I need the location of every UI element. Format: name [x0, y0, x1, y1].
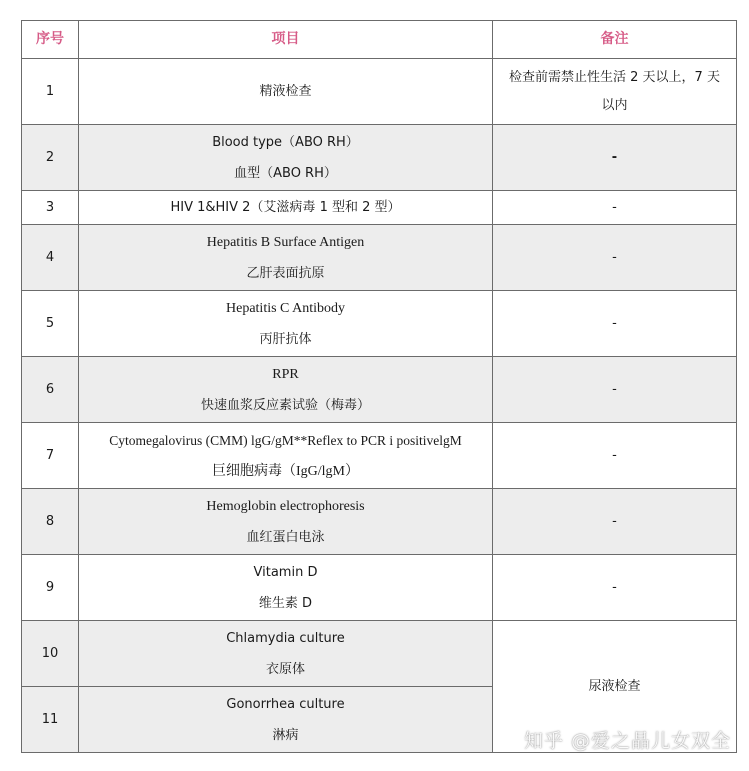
row-item [79, 225, 493, 291]
row-no: 9 [22, 555, 79, 621]
table-row [22, 555, 737, 621]
row-remark [493, 59, 737, 125]
remark-line: 检查前需禁止性生活 2 天以上，7 天 [509, 69, 720, 85]
item-zh: 维生素 D [258, 595, 313, 611]
table-row [22, 191, 737, 225]
row-remark-urine: 尿液检查 [493, 621, 737, 753]
row-item [79, 125, 493, 191]
row-remark: - [493, 225, 737, 291]
item-en: Cytomegalovirus (CMM) lgG/gM**Reflex to PCR i positivelgM [109, 432, 462, 448]
row-remark: - [493, 489, 737, 555]
item-zh: 血红蛋白电泳 [246, 529, 325, 545]
item-zh: 快速血浆反应素试验（梅毒） [200, 397, 370, 413]
row-remark: - [493, 357, 737, 423]
zhihu-watermark: 知乎 @爱之晶儿女双全 [523, 730, 731, 752]
remark-line: 以内 [601, 97, 628, 113]
table-row [22, 423, 737, 489]
item-en: Vitamin D [253, 564, 318, 580]
header-remark: 备注 [493, 21, 737, 59]
table-row [22, 225, 737, 291]
item-en: Hepatitis B Surface Antigen [206, 234, 365, 250]
header-no: 序号 [22, 21, 79, 59]
row-item: HIV 1&HIV 2（艾滋病毒 1 型和 2 型） [79, 191, 493, 225]
header-item: 项目 [79, 21, 493, 59]
row-item: 精液检查 [79, 59, 493, 125]
row-no: 6 [22, 357, 79, 423]
table-row [22, 357, 737, 423]
item-en: Chlamydia culture [226, 630, 345, 646]
table-row [22, 291, 737, 357]
item-zh: 巨细胞病毒（IgG/lgM） [212, 463, 359, 479]
row-no: 11 [22, 687, 79, 753]
row-no: 1 [22, 59, 79, 125]
row-no: 7 [22, 423, 79, 489]
table-row [22, 125, 737, 191]
exam-table [21, 20, 737, 753]
item-en: Hemoglobin electrophoresis [206, 498, 365, 514]
table-row [22, 621, 737, 687]
row-remark: - [493, 291, 737, 357]
row-no: 8 [22, 489, 79, 555]
header-row [22, 21, 737, 59]
item-en: RPR [272, 366, 299, 382]
item-zh: 乙肝表面抗原 [246, 265, 325, 281]
item-en: Blood type（ABO RH） [212, 134, 359, 150]
row-item [79, 489, 493, 555]
table-row [22, 59, 737, 125]
item-zh: 血型（ABO RH） [234, 165, 337, 181]
item-zh: 衣原体 [265, 661, 305, 677]
row-remark: - [493, 125, 737, 191]
row-item [79, 621, 493, 687]
row-item [79, 687, 493, 753]
item-zh: 淋病 [272, 727, 299, 743]
row-remark: - [493, 555, 737, 621]
row-remark: - [493, 423, 737, 489]
row-item [79, 555, 493, 621]
row-no: 4 [22, 225, 79, 291]
table-row [22, 489, 737, 555]
row-no: 2 [22, 125, 79, 191]
row-remark: - [493, 191, 737, 225]
row-item [79, 423, 493, 489]
item-en: Hepatitis C Antibody [226, 300, 345, 316]
row-no: 10 [22, 621, 79, 687]
row-item [79, 357, 493, 423]
item-en: Gonorrhea culture [226, 696, 345, 712]
item-zh: 丙肝抗体 [259, 331, 312, 347]
row-no: 5 [22, 291, 79, 357]
row-no: 3 [22, 191, 79, 225]
row-item [79, 291, 493, 357]
